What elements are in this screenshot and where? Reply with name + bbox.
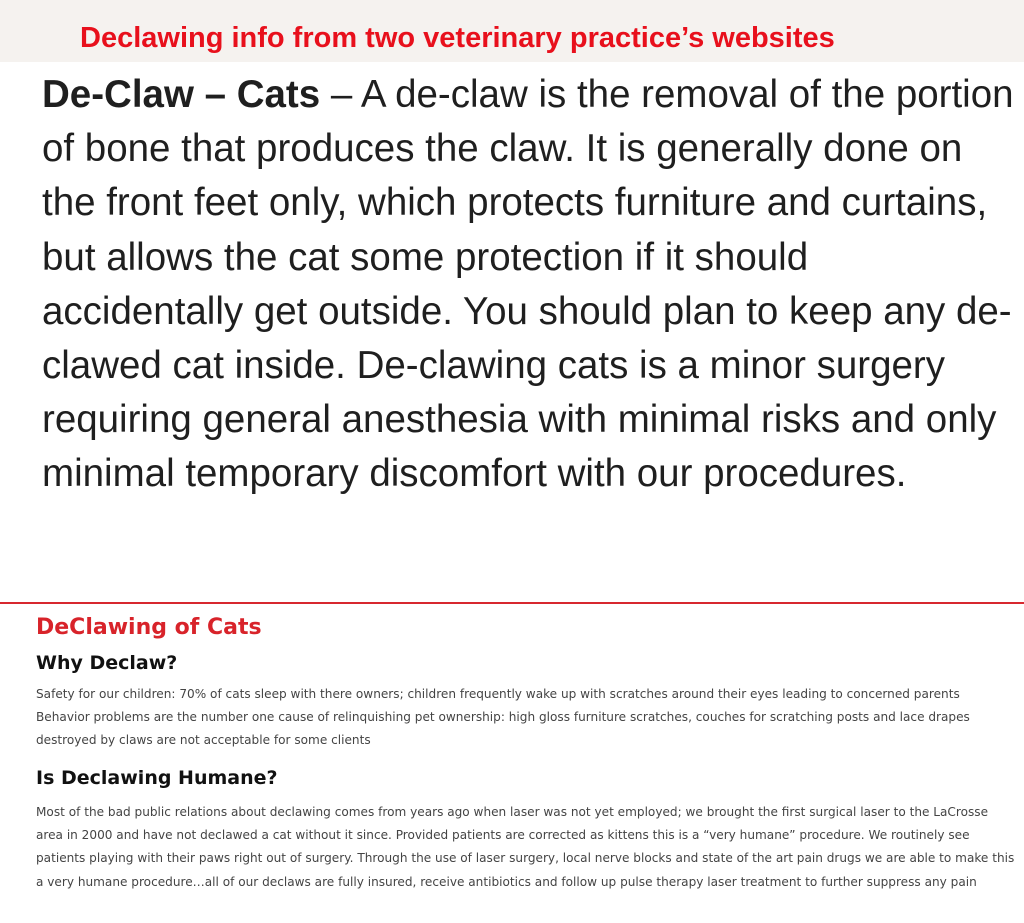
title-banner <box>0 0 1024 62</box>
declaw-cats-dash: – <box>320 73 361 116</box>
why-declaw-text: Safety for our children: 70% of cats sleep with there owners; children frequently wake up with scratches around their eyes leading to concerned parents Behavior problems are the number one cause of relinquishing pet ownership: high gloss furniture scratches, couches for scratching posts and lace drapes destroyed by claws are not acceptable for some clients <box>36 687 970 747</box>
is-declawing-humane-text: Most of the bad public relations about declawing comes from years ago when laser was not yet employed; we brought the first surgical laser to the LaCrosse area in 2000 and have not declawed a cat without it since. Provided patients are corrected as kittens this is a “very humane” procedure. We routinely see patients playing with their paws right out of surgery. Through the use of laser surgery, local nerve blocks and state of the art pain drugs we are able to make this a very humane procedure…all of our declaws are fully insured, receive antibiotics and follow up pulse therapy laser treatment to further suppress any pain <box>36 805 1015 889</box>
is-declawing-humane-heading: Is Declawing Humane? <box>36 767 278 789</box>
declaw-cats-body: A de-claw is the removal of the portion of bone that produces the claw. It is generally done on the front feet only, which protects furniture and curtains, but allows the cat some protection if it should accidentally get outside. You should plan to keep any de-clawed cat inside. De-clawing cats is a minor surgery requiring general anesthesia with minimal risks and only minimal temporary discomfort with our procedures. <box>42 73 1014 496</box>
declawing-of-cats-title: DeClawing of Cats <box>36 615 262 640</box>
declaw-cats-heading: De-Claw – Cats <box>42 73 321 116</box>
declaw-cats-paragraph <box>42 68 1017 502</box>
banner-title: Declawing info from two veterinary practice’s websites <box>80 22 835 54</box>
why-declaw-heading: Why Declaw? <box>36 652 178 674</box>
